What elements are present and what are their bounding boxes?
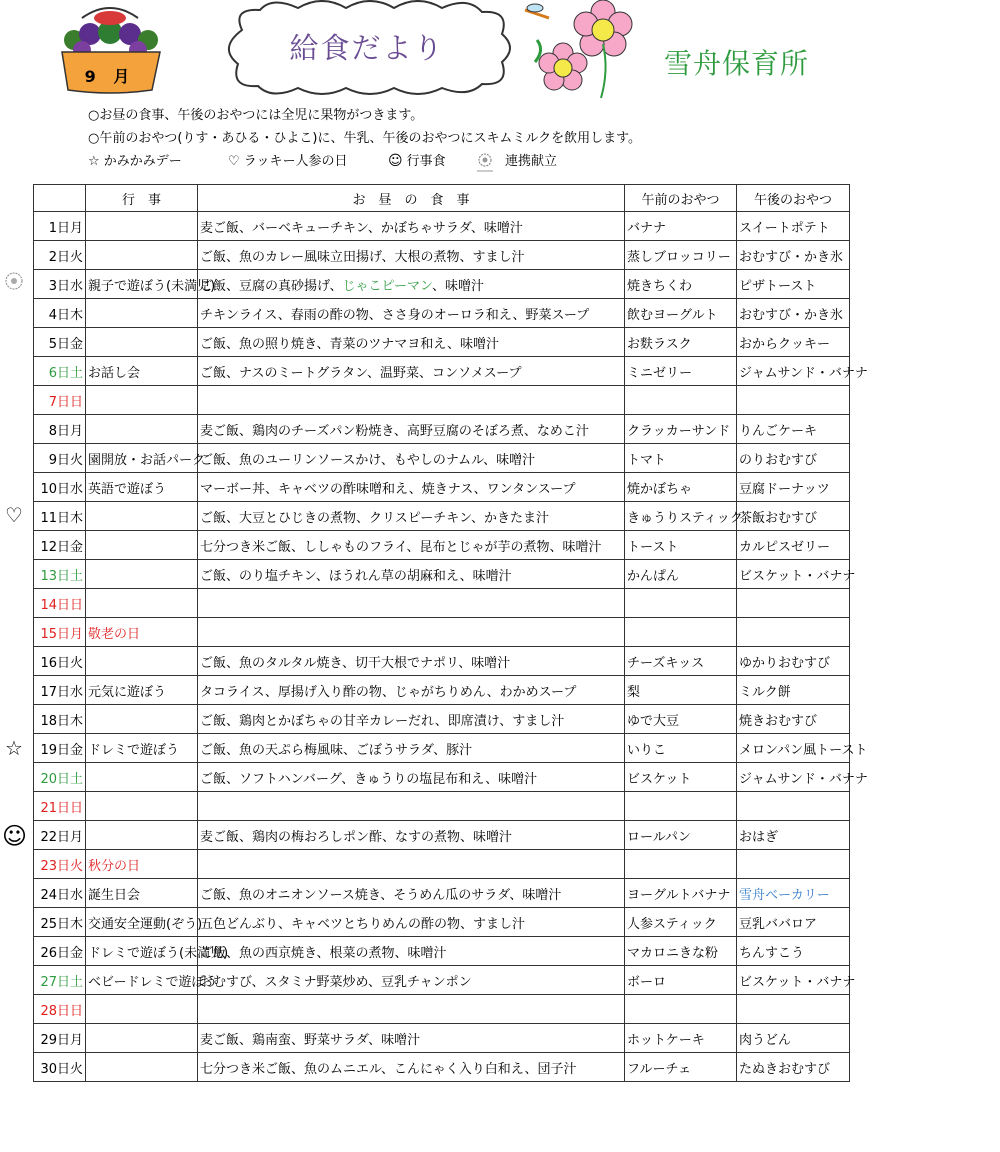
- pm-snack-cell: 雪舟ベーカリー: [737, 879, 850, 908]
- am-snack-cell: いりこ: [625, 734, 737, 763]
- pm-snack-cell: 茶飯おむすび: [737, 502, 850, 531]
- table-row: [34, 705, 850, 734]
- table-row: [34, 502, 850, 531]
- date-cell: 11日木: [34, 502, 86, 531]
- notes: [88, 104, 641, 173]
- date-cell: 29日月: [34, 1024, 86, 1053]
- pm-snack-cell: おはぎ: [737, 821, 850, 850]
- pm-snack-cell: 肉うどん: [737, 1024, 850, 1053]
- date-cell: 19日金: [34, 734, 86, 763]
- date-cell: 6日土: [34, 357, 86, 386]
- event-cell: [86, 821, 198, 850]
- event-cell: [86, 647, 198, 676]
- table-row: [34, 995, 850, 1024]
- table-row: [34, 241, 850, 270]
- smile-icon: ☺: [2, 822, 28, 850]
- date-cell: 28日日: [34, 995, 86, 1024]
- pm-snack-cell: 焼きおむすび: [737, 705, 850, 734]
- lunch-cell: ご飯、魚の西京焼き、根菜の煮物、味噌汁: [198, 937, 625, 966]
- table-row: [34, 531, 850, 560]
- event-cell: [86, 415, 198, 444]
- date-cell: 25日木: [34, 908, 86, 937]
- pm-snack-cell: りんごケーキ: [737, 415, 850, 444]
- date-cell: 22日月: [34, 821, 86, 850]
- pm-snack-cell: おからクッキー: [737, 328, 850, 357]
- event-cell: [86, 299, 198, 328]
- am-snack-cell: [625, 850, 737, 879]
- table-row: [34, 589, 850, 618]
- lunch-cell: ご飯、ソフトハンバーグ、きゅうりの塩昆布和え、味噌汁: [198, 763, 625, 792]
- page-title: 給食だより: [289, 31, 445, 65]
- date-cell: 14日日: [34, 589, 86, 618]
- am-snack-cell: 人参スティック: [625, 908, 737, 937]
- header-date: [34, 185, 86, 212]
- lunch-cell: 麦ご飯、鶏肉のチーズパン粉焼き、高野豆腐のそぼろ煮、なめこ汁: [198, 415, 625, 444]
- am-snack-cell: [625, 792, 737, 821]
- table-row: [34, 357, 850, 386]
- lunch-cell: 麦ご飯、バーベキューチキン、かぼちゃサラダ、味噌汁: [198, 212, 625, 241]
- lunch-cell: 七分つき米ご飯、ししゃものフライ、昆布とじゃが芋の煮物、味噌汁: [198, 531, 625, 560]
- am-snack-cell: ホットケーキ: [625, 1024, 737, 1053]
- pm-snack-cell: メロンパン風トースト: [737, 734, 850, 763]
- lunch-cell: ご飯、魚のオニオンソース焼き、そうめん瓜のサラダ、味噌汁: [198, 879, 625, 908]
- pm-snack-cell: ミルク餅: [737, 676, 850, 705]
- lunch-cell: ご飯、のり塩チキン、ほうれん草の胡麻和え、味噌汁: [198, 560, 625, 589]
- am-snack-cell: かんぱん: [625, 560, 737, 589]
- date-cell: 12日金: [34, 531, 86, 560]
- date-cell: 23日火: [34, 850, 86, 879]
- lunch-text: 、味噌汁: [431, 278, 484, 294]
- flower-icon: [2, 268, 26, 298]
- event-cell: [86, 763, 198, 792]
- pm-snack-cell: ゆかりおむすび: [737, 647, 850, 676]
- pm-snack-cell: ちんすこう: [737, 937, 850, 966]
- event-cell: [86, 386, 198, 415]
- table-row: [34, 1024, 850, 1053]
- event-cell: 元気に遊ぼう: [86, 676, 198, 705]
- lunch-cell: ご飯、魚の天ぷら梅風味、ごぼうサラダ、豚汁: [198, 734, 625, 763]
- event-cell: [86, 212, 198, 241]
- event-cell: [86, 589, 198, 618]
- date-cell: 18日木: [34, 705, 86, 734]
- date-cell: 5日金: [34, 328, 86, 357]
- am-snack-cell: チーズキッス: [625, 647, 737, 676]
- lunch-cell: ご飯、魚のユーリンソースかけ、もやしのナムル、味噌汁: [198, 444, 625, 473]
- date-cell: 27日土: [34, 966, 86, 995]
- pm-snack-cell: 豆乳ババロア: [737, 908, 850, 937]
- lunch-cell: ご飯、魚のカレー風味立田揚げ、大根の煮物、すまし汁: [198, 241, 625, 270]
- pm-snack-cell: おむすび・かき氷: [737, 299, 850, 328]
- star-icon: ☆: [5, 736, 23, 760]
- am-snack-cell: [625, 589, 737, 618]
- table-row: [34, 299, 850, 328]
- month-label: 9 月: [84, 67, 136, 86]
- school-name: 雪舟保育所: [664, 47, 810, 80]
- table-row: [34, 966, 850, 995]
- am-snack-cell: ビスケット: [625, 763, 737, 792]
- heart-icon: ♡: [5, 503, 23, 527]
- table-row: [34, 444, 850, 473]
- pm-snack-cell: [737, 618, 850, 647]
- event-cell: [86, 502, 198, 531]
- am-snack-cell: ミニゼリー: [625, 357, 737, 386]
- am-snack-cell: お麩ラスク: [625, 328, 737, 357]
- collab-dish: じゃこピーマン: [342, 278, 432, 294]
- date-cell: 15日月: [34, 618, 86, 647]
- am-snack-cell: クラッカーサンド: [625, 415, 737, 444]
- pm-snack-cell: カルピスゼリー: [737, 531, 850, 560]
- am-snack-cell: 飲むヨーグルト: [625, 299, 737, 328]
- lunch-cell: [198, 995, 625, 1024]
- lunch-cell: 麦ご飯、鶏南蛮、野菜サラダ、味噌汁: [198, 1024, 625, 1053]
- date-cell: 10日水: [34, 473, 86, 502]
- am-snack-cell: 焼きちくわ: [625, 270, 737, 299]
- header-lunch: お 昼 の 食 事: [198, 185, 625, 212]
- pm-snack-cell: [737, 792, 850, 821]
- pm-snack-cell: ジャムサンド・バナナ: [737, 357, 850, 386]
- event-cell: [86, 995, 198, 1024]
- table-row: [34, 473, 850, 502]
- am-snack-cell: マカロニきな粉: [625, 937, 737, 966]
- pm-snack-cell: [737, 995, 850, 1024]
- table-row: [34, 415, 850, 444]
- pm-snack-cell: 豆腐ドーナッツ: [737, 473, 850, 502]
- menu-table: [33, 184, 868, 1082]
- date-cell: 3日水: [34, 270, 86, 299]
- flower-icon: [473, 151, 497, 173]
- table-row: [34, 792, 850, 821]
- am-snack-cell: ボーロ: [625, 966, 737, 995]
- lunch-cell: おむすび、スタミナ野菜炒め、豆乳チャンポン: [198, 966, 625, 995]
- event-cell: [86, 1053, 198, 1082]
- date-cell: 4日木: [34, 299, 86, 328]
- smile-icon: ☺: [388, 153, 403, 169]
- lunch-cell: 五色どんぶり、キャベツとちりめんの酢の物、すまし汁: [198, 908, 625, 937]
- event-cell: 誕生日会: [86, 879, 198, 908]
- am-snack-cell: 梨: [625, 676, 737, 705]
- legend-event-meal: [388, 150, 473, 173]
- table-row: [34, 328, 850, 357]
- table-row: [34, 618, 850, 647]
- am-snack-cell: きゅうりスティック: [625, 502, 737, 531]
- event-cell: [86, 792, 198, 821]
- event-cell: 園開放・お話パーク: [86, 444, 198, 473]
- table-row: [34, 821, 850, 850]
- legend-collab: [473, 150, 557, 173]
- event-cell: [86, 1024, 198, 1053]
- header-am-snack: 午前のおやつ: [625, 185, 737, 212]
- lunch-cell: マーボー丼、キャベツの酢味噌和え、焼きナス、ワンタンスープ: [198, 473, 625, 502]
- lunch-cell: [198, 589, 625, 618]
- table-row: [34, 908, 850, 937]
- note-milk: ○午前のおやつ(りす・あひる・ひよこ)に、牛乳、午後のおやつにスキムミルクを飲用します。: [88, 131, 642, 146]
- table-row: [34, 270, 850, 299]
- date-cell: 16日火: [34, 647, 86, 676]
- table-row: [34, 647, 850, 676]
- pm-snack-cell: スイートポテト: [737, 212, 850, 241]
- pm-snack-cell: [737, 589, 850, 618]
- table-header-row: [34, 185, 850, 212]
- event-cell: ベビードレミで遊ぼう: [86, 966, 198, 995]
- am-snack-cell: 焼かぼちゃ: [625, 473, 737, 502]
- table-row: [34, 1053, 850, 1082]
- table-row: [34, 763, 850, 792]
- event-cell: お話し会: [86, 357, 198, 386]
- header-pm-snack: 午後のおやつ: [737, 185, 850, 212]
- table-row: [34, 212, 850, 241]
- lunch-cell: 麦ご飯、鶏肉の梅おろしポン酢、なすの煮物、味噌汁: [198, 821, 625, 850]
- legend-smile-label: 行事食: [406, 154, 446, 169]
- lunch-cell: [198, 792, 625, 821]
- date-cell: 21日日: [34, 792, 86, 821]
- date-cell: 17日水: [34, 676, 86, 705]
- date-cell: 1日月: [34, 212, 86, 241]
- am-snack-cell: ロールパン: [625, 821, 737, 850]
- date-cell: 13日土: [34, 560, 86, 589]
- lunch-cell: チキンライス、春雨の酢の物、ささ身のオーロラ和え、野菜スープ: [198, 299, 625, 328]
- event-cell: ドレミで遊ぼう(未満児): [86, 937, 198, 966]
- am-snack-cell: バナナ: [625, 212, 737, 241]
- event-cell: 英語で遊ぼう: [86, 473, 198, 502]
- am-snack-cell: ヨーグルトバナナ: [625, 879, 737, 908]
- lunch-cell: タコライス、厚揚げ入り酢の物、じゃがちりめん、わかめスープ: [198, 676, 625, 705]
- table-row: [34, 879, 850, 908]
- event-cell: 秋分の日: [86, 850, 198, 879]
- table-row: [34, 386, 850, 415]
- date-cell: 30日火: [34, 1053, 86, 1082]
- am-snack-cell: フルーチェ: [625, 1053, 737, 1082]
- date-cell: 7日日: [34, 386, 86, 415]
- date-cell: 8日月: [34, 415, 86, 444]
- table-row: [34, 937, 850, 966]
- lunch-cell: [198, 850, 625, 879]
- pm-snack-cell: ビスケット・バナナ: [737, 560, 850, 589]
- lunch-cell: [198, 618, 625, 647]
- am-snack-cell: 蒸しブロッコリー: [625, 241, 737, 270]
- legend-star: ☆ かみかみデー: [88, 154, 182, 169]
- note-fruit: ○お昼の食事、午後のおやつには全児に果物がつきます。: [88, 108, 424, 123]
- am-snack-cell: トマト: [625, 444, 737, 473]
- table-row: [34, 734, 850, 763]
- lunch-cell: ご飯、魚の照り焼き、青菜のツナマヨ和え、味噌汁: [198, 328, 625, 357]
- pm-snack-cell: ピザトースト: [737, 270, 850, 299]
- event-cell: ドレミで遊ぼう: [86, 734, 198, 763]
- legend-collab-label: 連携献立: [505, 154, 558, 169]
- flowers-icon: [505, 0, 655, 100]
- pm-snack-cell: おむすび・かき氷: [737, 241, 850, 270]
- am-snack-cell: [625, 995, 737, 1024]
- event-cell: [86, 328, 198, 357]
- legend: [88, 150, 641, 173]
- am-snack-cell: [625, 386, 737, 415]
- am-snack-cell: トースト: [625, 531, 737, 560]
- lunch-cell: ご飯、ナスのミートグラタン、温野菜、コンソメスープ: [198, 357, 625, 386]
- lunch-cell: ご飯、魚のタルタル焼き、切干大根でナポリ、味噌汁: [198, 647, 625, 676]
- date-cell: 26日金: [34, 937, 86, 966]
- pm-snack-cell: [737, 386, 850, 415]
- event-cell: [86, 531, 198, 560]
- am-snack-cell: ゆで大豆: [625, 705, 737, 734]
- table-row: [34, 676, 850, 705]
- pm-snack-cell: のりおむすび: [737, 444, 850, 473]
- pm-snack-cell: ビスケット・バナナ: [737, 966, 850, 995]
- table-row: [34, 560, 850, 589]
- event-cell: 交通安全運動(ぞう): [86, 908, 198, 937]
- date-cell: 20日土: [34, 763, 86, 792]
- am-snack-cell: [625, 618, 737, 647]
- lunch-text: ご飯、豆腐の真砂揚げ、: [200, 278, 343, 294]
- lunch-cell: ご飯、大豆とひじきの煮物、クリスピーチキン、かきたま汁: [198, 502, 625, 531]
- pm-snack-cell: [737, 850, 850, 879]
- lunch-cell: ご飯、鶏肉とかぼちゃの甘辛カレーだれ、即席漬け、すまし汁: [198, 705, 625, 734]
- date-cell: 24日水: [34, 879, 86, 908]
- event-cell: [86, 241, 198, 270]
- pm-snack-cell: たぬきおむすび: [737, 1053, 850, 1082]
- lunch-cell: [198, 386, 625, 415]
- event-cell: 敬老の日: [86, 618, 198, 647]
- date-cell: 2日火: [34, 241, 86, 270]
- table-row: [34, 850, 850, 879]
- lunch-cell: 七分つき米ご飯、魚のムニエル、こんにゃく入り白和え、団子汁: [198, 1053, 625, 1082]
- date-cell: 9日火: [34, 444, 86, 473]
- header-event: 行 事: [86, 185, 198, 212]
- event-cell: 親子で遊ぼう(未満児): [86, 270, 198, 299]
- pm-snack-cell: ジャムサンド・バナナ: [737, 763, 850, 792]
- lunch-cell: [198, 270, 625, 299]
- event-cell: [86, 705, 198, 734]
- event-cell: [86, 560, 198, 589]
- legend-heart: ♡ ラッキー人参の日: [228, 154, 348, 169]
